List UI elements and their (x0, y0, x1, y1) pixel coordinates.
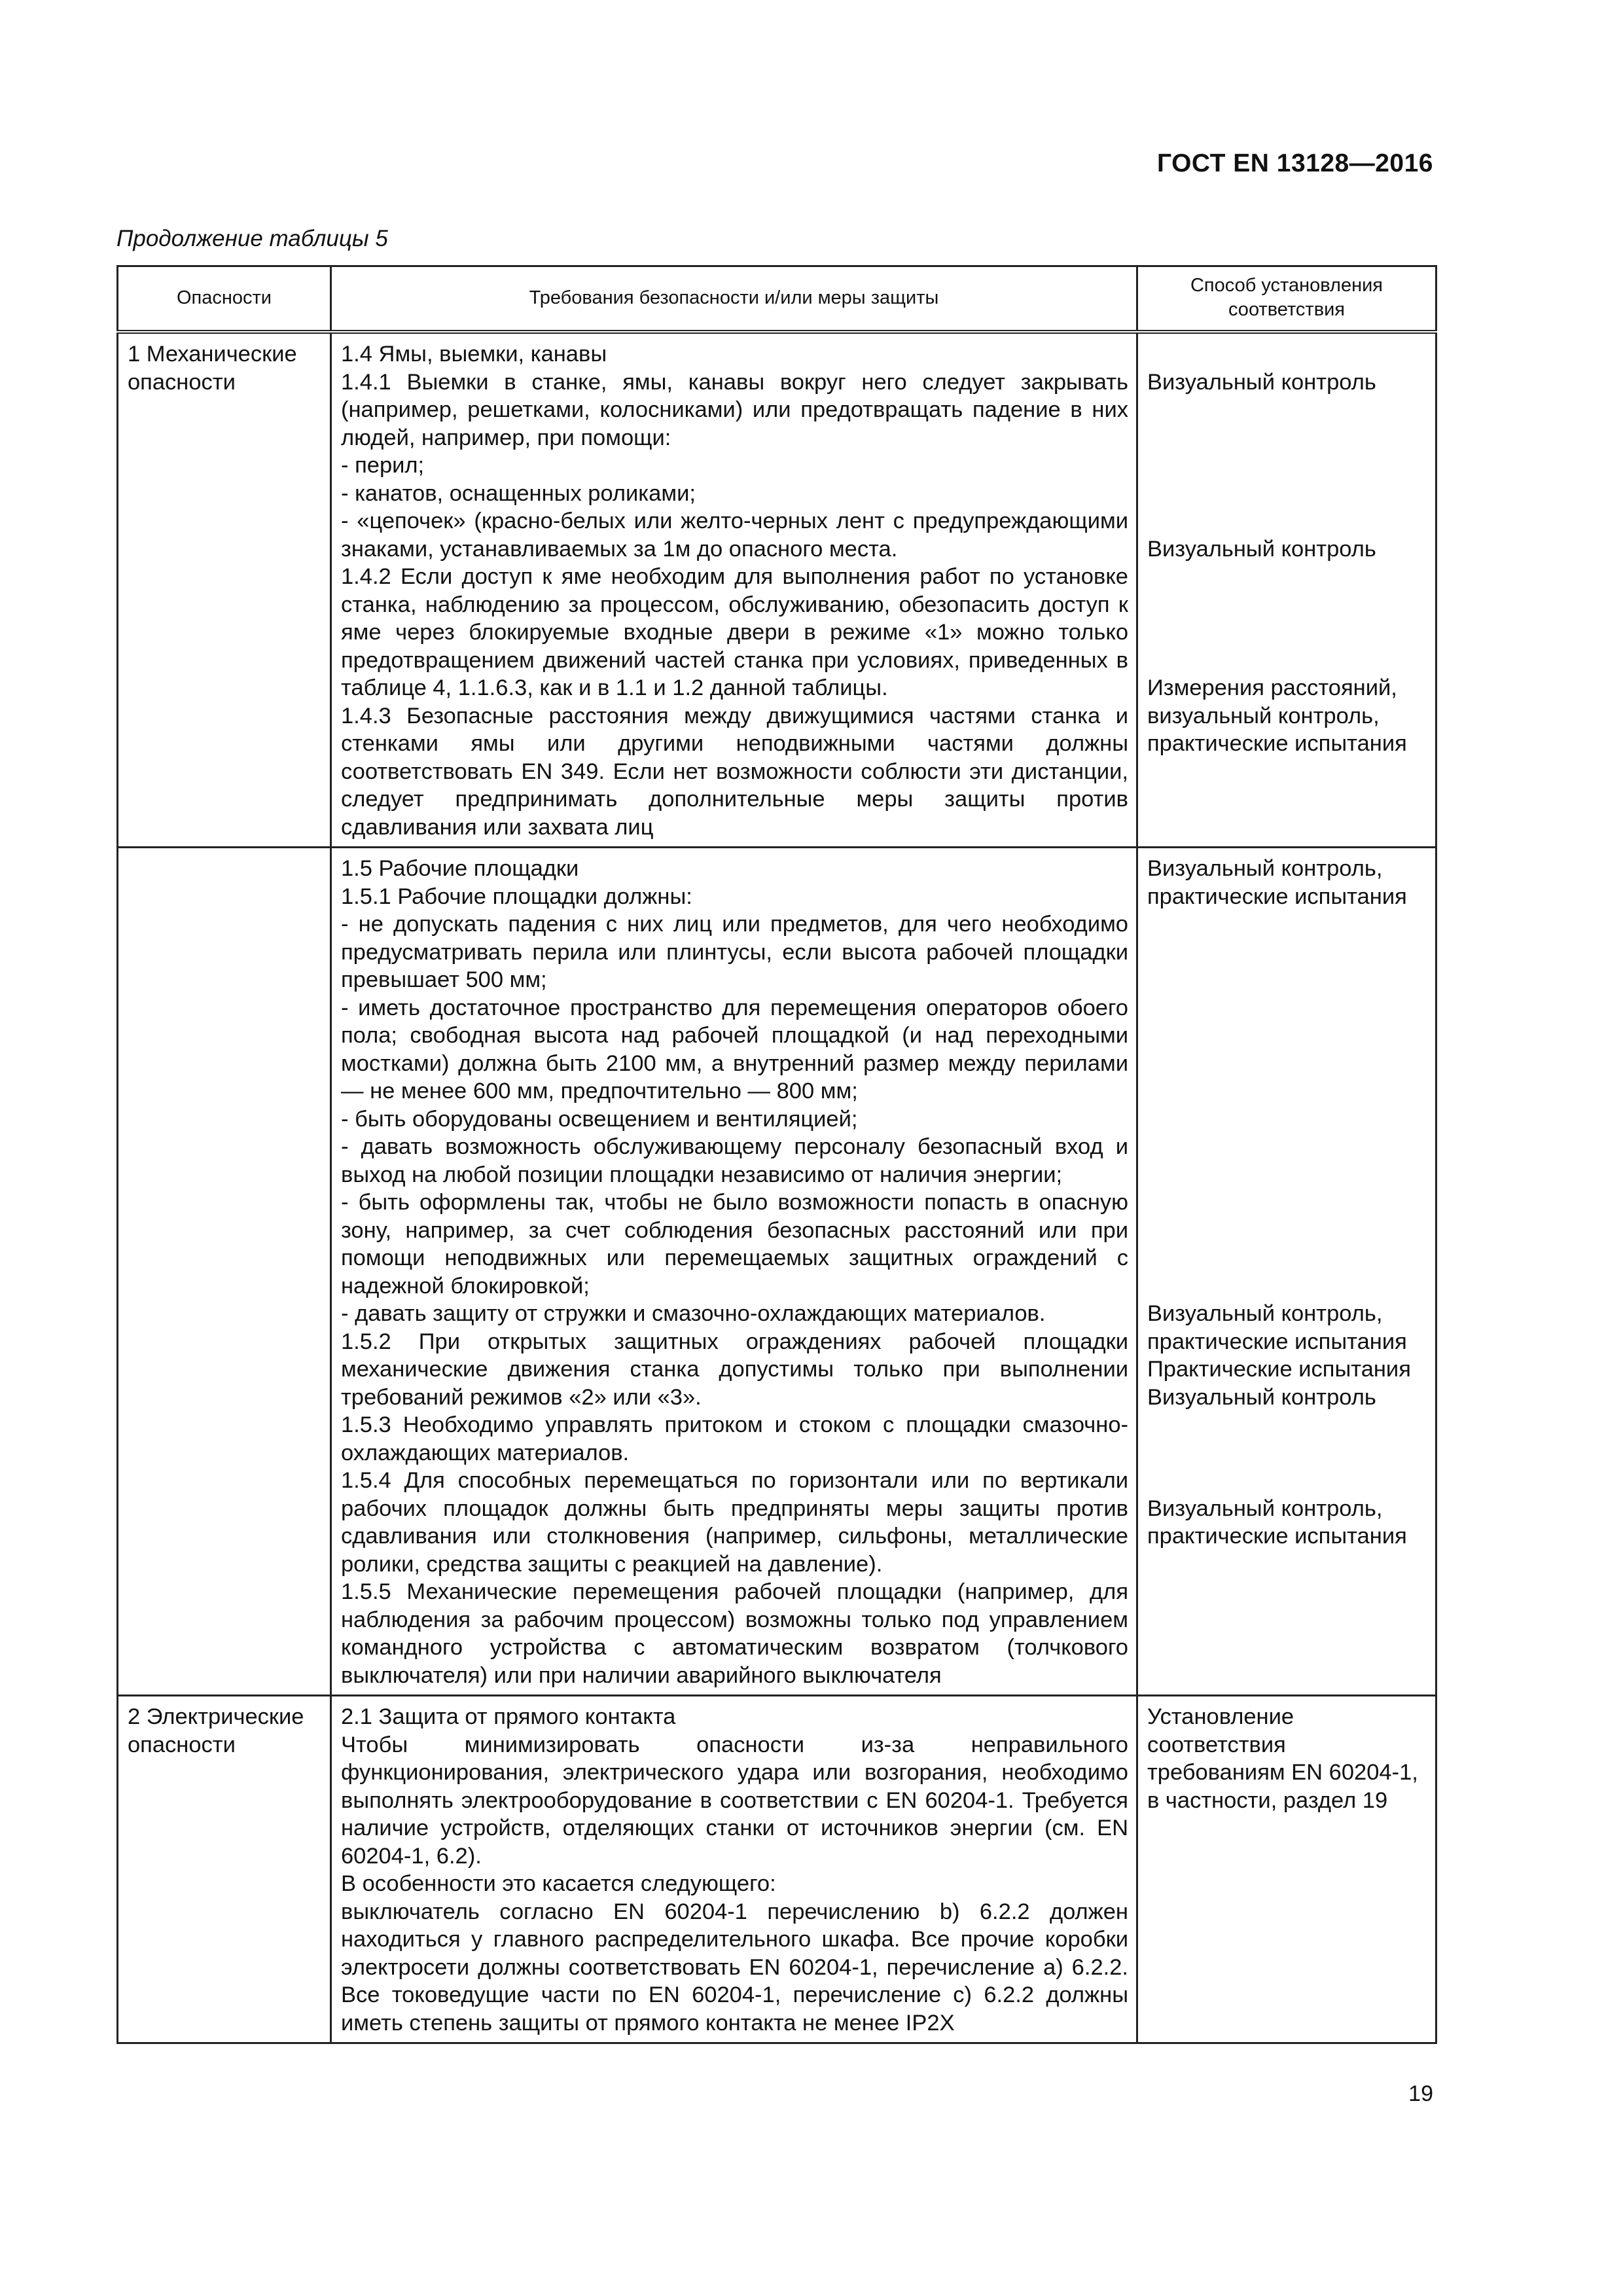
requirement-item: 1.5.2 При открытых защитных ограждениях рабочей площадки механические движения станка допустимы только при выполнении требований режимов «2» или «3». (341, 1329, 1128, 1410)
requirements-cell (331, 332, 1137, 848)
requirements-cell (331, 1696, 1137, 2043)
requirement-item: - быть оформлены так, чтобы не было возможности попасть в опасную зону, например, за счет соблюдения безопасных расстояний или при помощи неподвижных или перемещаемых защитных ограждений с надежной блокировкой; (341, 1190, 1128, 1299)
hazard-text: 2 Электрические опасности (128, 1704, 304, 1757)
requirement-item: - перил; (341, 453, 425, 478)
requirement-item: 2.1 Защита от прямого контакта (341, 1704, 676, 1729)
requirement-item: В особенности это касается следующего: (341, 1871, 776, 1896)
requirement-item: - давать возможность обслуживающему персоналу безопасный вход и выход на любой позиции площадки независимо от наличия энергии; (341, 1134, 1128, 1187)
hazard-cell (118, 1696, 331, 2043)
verification-item: Визуальный контроль, практические испытания (1147, 856, 1407, 909)
verification-cell (1137, 848, 1436, 1696)
header-hazards: Опасности (118, 266, 331, 332)
hazard-text: 1 Механические опасности (128, 342, 297, 395)
requirement-item: 1.5.5 Механические перемещения рабочей площадки (например, для наблюдения за рабочим процессом) возможны только под управлением командного устройства с автоматическим возвратом (толчкового выключателя) или при наличии аварийного выключателя (341, 1579, 1128, 1688)
requirement-item: - не допускать падения с них лиц или предметов, для чего необходимо предусматривать перила или плинтусы, если высота рабочей площадки превышает 500 мм; (341, 912, 1128, 992)
spacer (1147, 1411, 1427, 1495)
requirement-item: - канатов, оснащенных роликами; (341, 480, 696, 506)
requirement-item: 1.5.1 Рабочие площадки должны: (341, 884, 692, 909)
requirement-item: 1.5.4 Для способных перемещаться по горизонтали или по вертикали рабочих площадок должны быть предприняты меры защиты против сдавливания или столкновения (например, сильфоны, металлические ролики, средства защиты с реакцией на давление). (341, 1468, 1128, 1577)
requirement-item: выключатель согласно EN 60204-1 перечислению b) 6.2.2 должен находиться у главного распределительного шкафа. Все прочие коробки электросети должны соответствовать EN 60204-1, перечисление a) 6.2.2. Все токоведущие части по EN 60204-1, перечисление c) 6.2.2 должны иметь степень защиты от прямого контакта не менее IP2X (341, 1899, 1128, 2036)
requirement-item: 1.4.3 Безопасные расстояния между движущимися частями станка и стенками ямы или другими неподвижными частями должны соответствовать EN 349. Если нет возможности соблюсти эти дистанции, следует предпринимать дополнительные меры защиты против сдавливания или захвата лиц (341, 703, 1128, 840)
requirement-item: Чтобы минимизировать опасности из-за неправильного функционирования, электрического удара или возгорания, необходимо выполнять электрооборудование в соответствии с EN 60204-1. Требуется наличие устройств, отделяющих станки от источников энергии (см. EN 60204-1, 6.2). (341, 1732, 1128, 1869)
table-caption: Продолжение таблицы 5 (116, 226, 388, 251)
verification-cell (1137, 1696, 1436, 2043)
requirement-item: - иметь достаточное пространство для перемещения операторов обоего пола; свободная высота над рабочей площадкой (и над переходными мостками) должна быть 2100 мм, а внутренний размер между перилами — не менее 600 мм, предпочтительно — 800 мм; (341, 995, 1128, 1103)
table-row (118, 1696, 1436, 2043)
requirement-item: 1.4 Ямы, выемки, канавы (341, 342, 607, 367)
table-row (118, 848, 1436, 1696)
document-code: ГОСТ EN 13128—2016 (1156, 149, 1433, 177)
requirement-item: 1.4.2 Если доступ к яме необходим для выполнения работ по установке станка, наблюдению за процессом, обслуживанию, обезопасить доступ к яме через блокируемые входные двери в режиме «1» можно только предотвращением движений частей станка при условиях, приведенных в таблице 4, 1.1.6.3, как и в 1.1 и 1.2 данной таблицы. (341, 564, 1128, 700)
hazard-cell (118, 848, 331, 1696)
spacer (1147, 340, 1427, 368)
header-verification: Способ установления соответствия (1137, 266, 1436, 332)
verification-item: Визуальный контроль, практические испытания (1147, 1496, 1407, 1549)
table-header-row (118, 266, 1436, 332)
spacer (1147, 396, 1427, 535)
requirement-item: 1.5.3 Необходимо управлять притоком и стоком с площадки смазочно-охлаждающих материалов. (341, 1412, 1128, 1465)
header-requirements: Требования безопасности и/или меры защиты (331, 266, 1137, 332)
requirement-item: - быть оборудованы освещением и вентиляцией; (341, 1106, 858, 1132)
verification-item: Визуальный контроль, практические испытания (1147, 1301, 1407, 1354)
verification-item: Установление соответствия требованиям EN 60204-1, в частности, раздел 19 (1147, 1704, 1418, 1813)
requirement-item: - давать защиту от стружки и смазочно-охлаждающих материалов. (341, 1301, 1046, 1326)
requirement-item: - «цепочек» (красно-белых или желто-черных лент с предупреждающими знаками, устанавливаемых за 1м до опасного места. (341, 509, 1128, 562)
verification-cell (1137, 332, 1436, 848)
spacer (1147, 563, 1427, 674)
page-number: 19 (1408, 2081, 1433, 2106)
verification-item: Измерения расстояний, визуальный контроль, практические испытания (1147, 675, 1407, 756)
requirements-cell (331, 848, 1137, 1696)
requirement-item: 1.4.1 Выемки в станке, ямы, канавы вокруг него следует закрывать (например, решетками, колосниками) или предотвращать падение в них людей, например, при помощи: (341, 369, 1128, 450)
requirements-table (116, 265, 1437, 2044)
verification-item: Визуальный контроль (1147, 1384, 1376, 1410)
verification-item: Визуальный контроль (1147, 369, 1376, 395)
spacer (1147, 910, 1427, 1300)
hazard-cell (118, 332, 331, 848)
requirement-item: 1.5 Рабочие площадки (341, 856, 579, 881)
table-row (118, 332, 1436, 848)
verification-item: Практические испытания (1147, 1357, 1411, 1382)
verification-item: Визуальный контроль (1147, 536, 1376, 562)
